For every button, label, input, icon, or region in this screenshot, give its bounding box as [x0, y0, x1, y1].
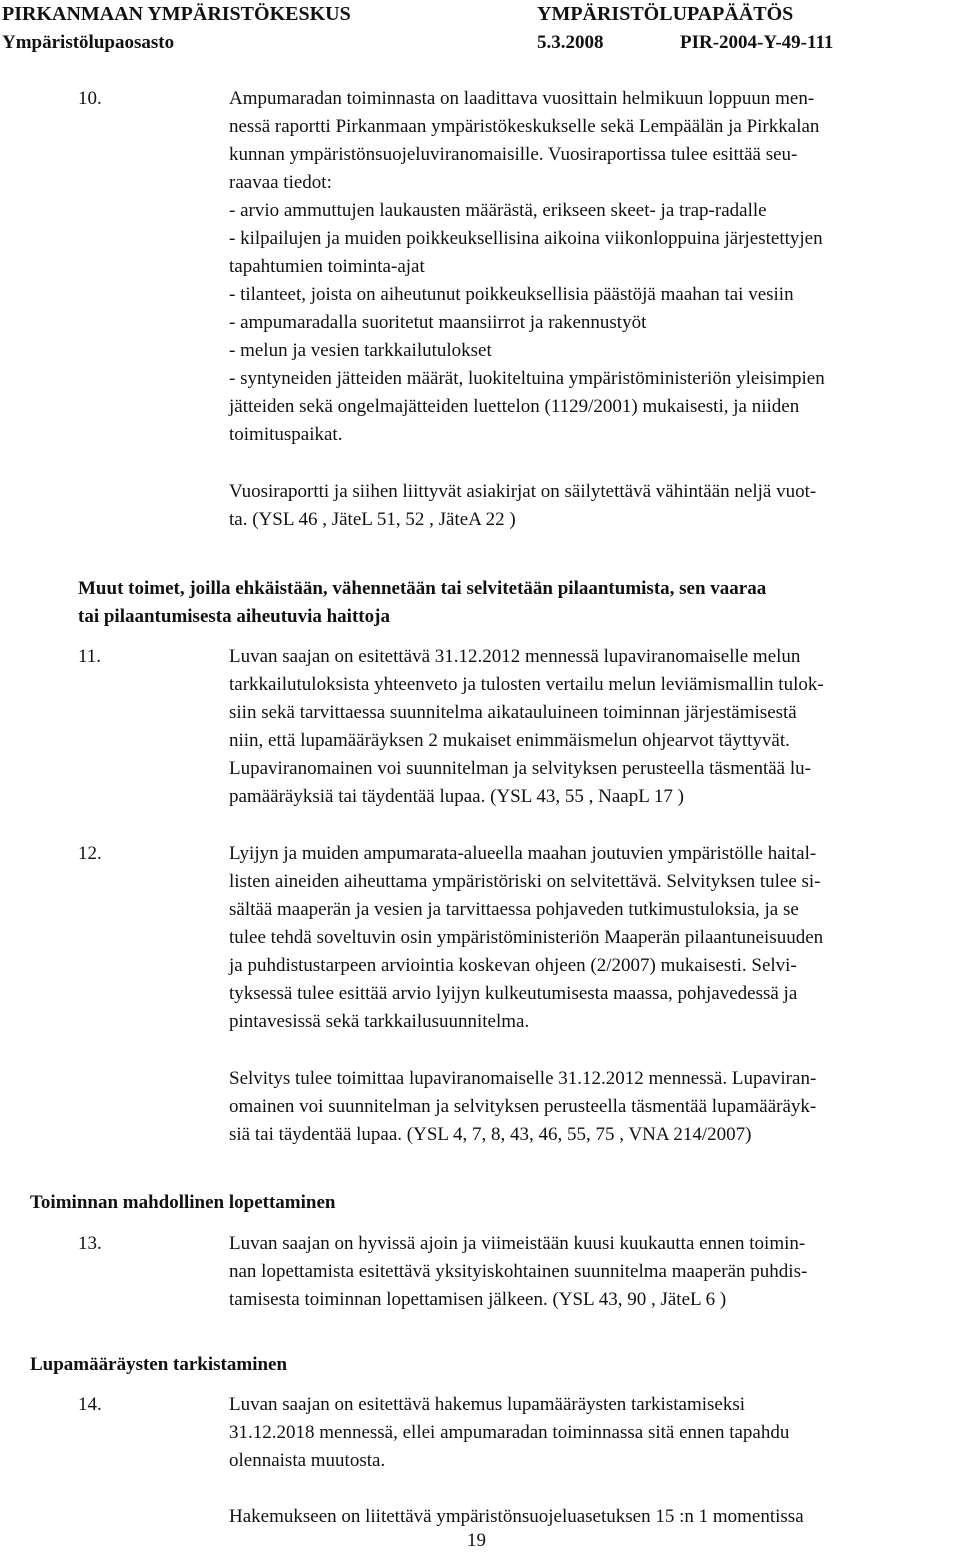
item-11-number: 11.: [78, 646, 102, 667]
section-heading-muut-toimet: [78, 575, 766, 631]
line: tapahtumien toiminta-ajat: [229, 256, 425, 277]
line: Luvan saajan on esitettävä hakemus lupamääräysten tarkistamiseksi: [229, 1394, 745, 1415]
line: olennaista muutosta.: [229, 1450, 386, 1471]
header-org: PIRKANMAAN YMPÄRISTÖKESKUS: [2, 3, 351, 25]
item-14-number: 14.: [78, 1394, 102, 1415]
line: Lyijyn ja muiden ampumarata-alueella maahan joutuvien ympäristölle haital-: [229, 843, 817, 864]
line: nan lopettamista esitettävä yksityiskohtainen suunnitelma maaperän puhdis-: [229, 1261, 808, 1282]
line: jätteiden sekä ongelmajätteiden luettelon (1129/2001) mukaisesti, ja niiden: [229, 396, 800, 417]
header-doc-type: YMPÄRISTÖLUPAPÄÄTÖS: [537, 3, 794, 25]
line: - ampumaradalla suoritetut maansiirrot ja rakennustyöt: [229, 312, 647, 333]
heading-line: Muut toimet, joilla ehkäistään, vähennetään tai selvitetään pilaantumista, sen vaaraa: [78, 578, 767, 599]
item-12-text: [229, 840, 823, 1036]
line: - kilpailujen ja muiden poikkeuksellisina aikoina viikonloppuina järjestettyjen: [229, 228, 823, 249]
line: Luvan saajan on esitettävä 31.12.2012 mennessä lupaviranomaiselle melun: [229, 646, 801, 667]
item-11-text: [229, 643, 824, 811]
line: - syntyneiden jätteiden määrät, luokiteltuina ympäristöministeriön yleisimpien: [229, 368, 825, 389]
item-14-text-2: [229, 1503, 804, 1531]
item-13-number: 13.: [78, 1233, 102, 1254]
line: kunnan ympäristönsuojeluviranomaisille. Vuosiraportissa tulee esittää seu-: [229, 144, 798, 165]
item-13-text: [229, 1230, 807, 1314]
line: Luvan saajan on hyvissä ajoin ja viimeistään kuusi kuukautta ennen toimin-: [229, 1233, 806, 1254]
heading-line: tai pilaantumisesta aiheutuvia haittoja: [78, 606, 390, 627]
line: Lupaviranomainen voi suunnitelman ja selvityksen perusteella täsmentää lu-: [229, 758, 811, 779]
line: omainen voi suunnitelman ja selvityksen perusteella täsmentää lupamääräyk-: [229, 1096, 817, 1117]
line: raavaa tiedot:: [229, 172, 332, 193]
line: sältää maaperän ja vesien ja tarvittaessa pohjaveden tutkimustuloksia, ja se: [229, 899, 799, 920]
line: ja puhdistustarpeen arviointia koskevan ohjeen (2/2007) mukaisesti. Selvi-: [229, 955, 797, 976]
line: ta. (YSL 46 , JäteL 51, 52 , JäteA 22 ): [229, 509, 516, 530]
section-heading-lopettaminen: Toiminnan mahdollinen lopettaminen: [30, 1192, 336, 1213]
item-10-number: 10.: [78, 88, 102, 109]
item-12-text-2: [229, 1065, 816, 1149]
line: listen aineiden aiheuttama ympäristöriski on selvitettävä. Selvityksen tulee si-: [229, 871, 821, 892]
line: - tilanteet, joista on aiheutunut poikkeuksellisia päästöjä maahan tai vesiin: [229, 284, 794, 305]
line: - arvio ammuttujen laukausten määrästä, erikseen skeet- ja trap-radalle: [229, 200, 767, 221]
line: tarkkailutuloksista yhteenveto ja tulosten vertailu melun leviämismallin tulok-: [229, 674, 824, 695]
item-12-number: 12.: [78, 843, 102, 864]
line: pintavesissä sekä tarkkailusuunnitelma.: [229, 1011, 530, 1032]
line: Vuosiraportti ja siihen liittyvät asiakirjat on säilytettävä vähintään neljä vuot-: [229, 481, 817, 502]
line: siin sekä tarvittaessa suunnitelma aikatauluineen toiminnan järjestämisestä: [229, 702, 797, 723]
header-ref: PIR-2004-Y-49-111: [680, 32, 834, 53]
line: siä tai täydentää lupaa. (YSL 4, 7, 8, 43, 46, 55, 75 , VNA 214/2007): [229, 1124, 752, 1145]
header-unit: Ympäristölupaosasto: [2, 32, 175, 53]
line: pamääräyksiä tai täydentää lupaa. (YSL 43, 55 , NaapL 17 ): [229, 786, 684, 807]
item-10-text-2: [229, 478, 816, 534]
line: niin, että lupamääräyksen 2 mukaiset enimmäismelun ohjearvot täyttyvät.: [229, 730, 790, 751]
item-10-text: [229, 85, 825, 449]
section-heading-tarkistaminen: Lupamääräysten tarkistaminen: [30, 1354, 288, 1375]
header-date: 5.3.2008: [537, 32, 604, 53]
line: tulee tehdä soveltuvin osin ympäristöministeriön Maaperän pilaantuneisuuden: [229, 927, 824, 948]
line: tyksessä tulee esittää arvio lyijyn kulkeutumisesta maassa, pohjavedessä ja: [229, 983, 798, 1004]
item-14-text: [229, 1391, 789, 1475]
line: tamisesta toiminnan lopettamisen jälkeen. (YSL 43, 90 , JäteL 6 ): [229, 1289, 727, 1310]
line: toimituspaikat.: [229, 424, 343, 445]
line: - melun ja vesien tarkkailutulokset: [229, 340, 492, 361]
line: Selvitys tulee toimittaa lupaviranomaiselle 31.12.2012 mennessä. Lupaviran-: [229, 1068, 817, 1089]
line: Ampumaradan toiminnasta on laadittava vuosittain helmikuun loppuun men-: [229, 88, 815, 109]
line: Hakemukseen on liitettävä ympäristönsuojeluasetuksen 15 :n 1 momentissa: [229, 1506, 804, 1527]
line: nessä raportti Pirkanmaan ympäristökeskukselle sekä Lempäälän ja Pirkkalan: [229, 116, 820, 137]
line: 31.12.2018 mennessä, ellei ampumaradan toiminnassa sitä ennen tapahdu: [229, 1422, 790, 1443]
page-number: 19: [467, 1530, 486, 1551]
